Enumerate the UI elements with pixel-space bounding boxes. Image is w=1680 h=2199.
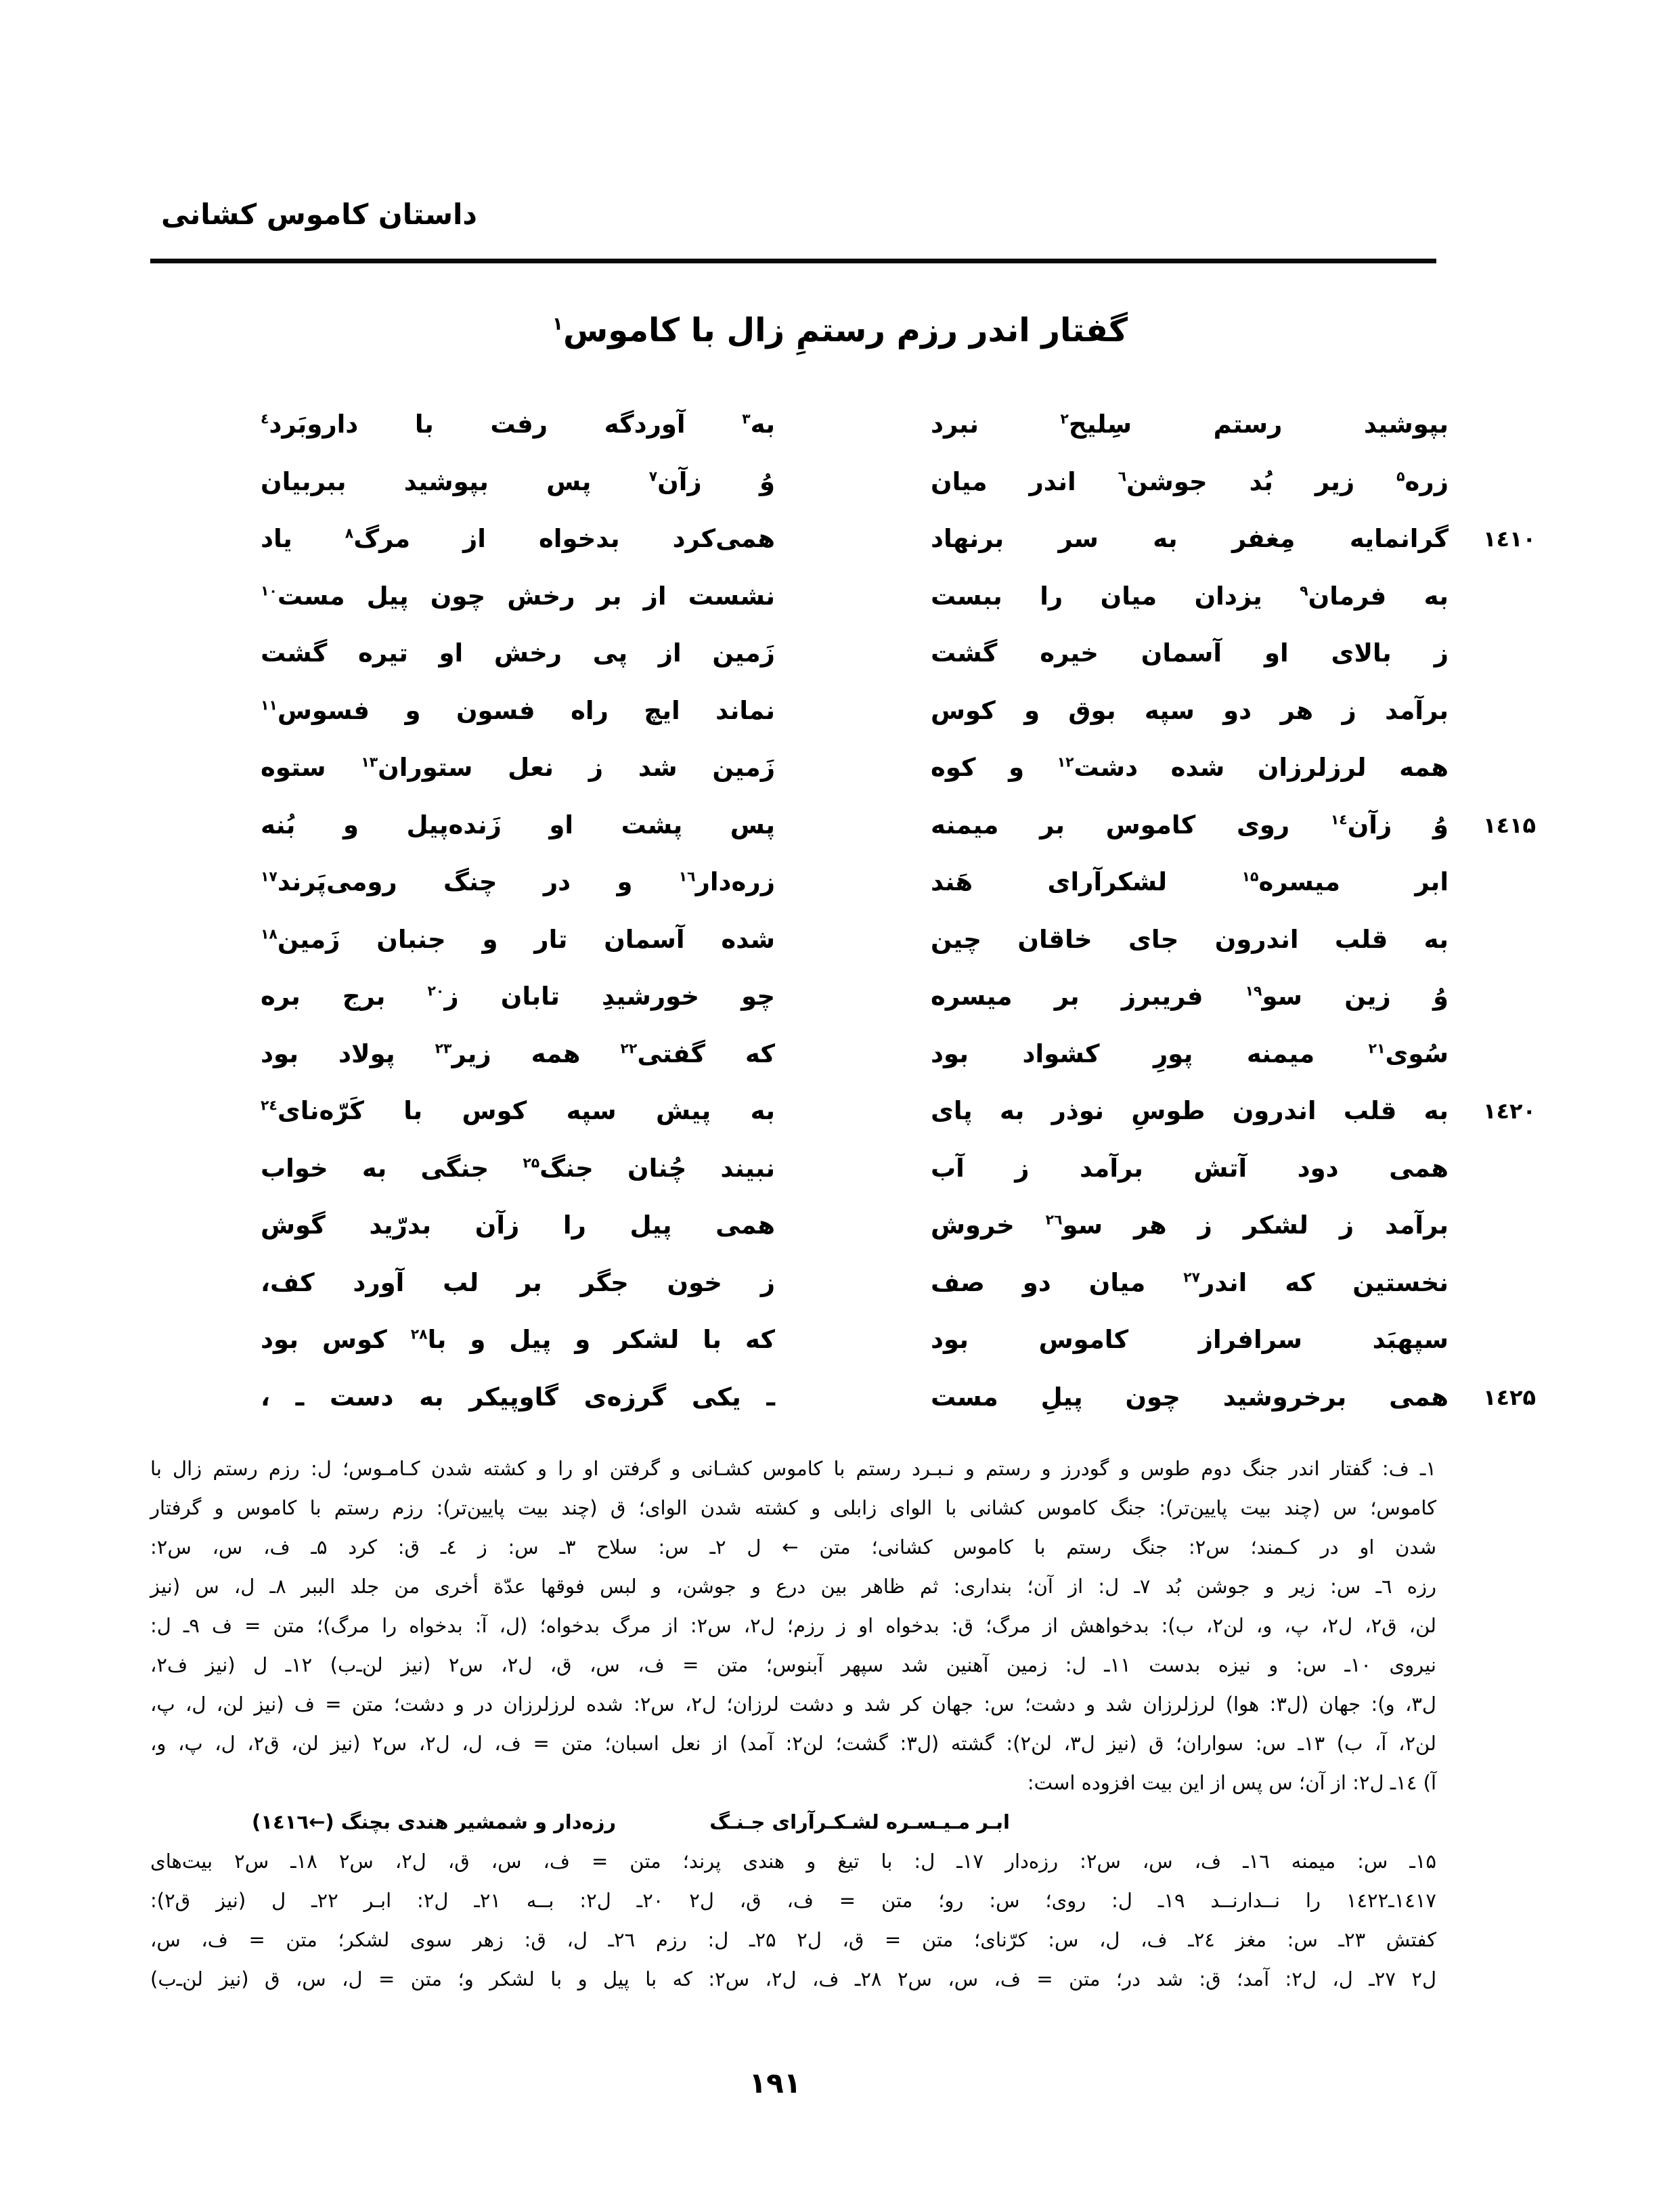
- verse-number: [1469, 1311, 1550, 1369]
- verse-row: [261, 1083, 1537, 1140]
- hemistich-right: سپهبَد سرافراز کاموس بود: [931, 1325, 1449, 1354]
- page-number: ۱۹۱: [749, 2066, 801, 2099]
- hemistich-right: بپوشید رستم سِلیح$^۲$ نبرد: [931, 410, 1449, 439]
- hemistich-left: ز خون جگر بر لب آورد کف،: [261, 1267, 775, 1297]
- verse-row: [261, 396, 1449, 454]
- verse-row: [261, 854, 1449, 911]
- hemistich-right: همی برخروشید چون پیلِ مست: [931, 1382, 1449, 1412]
- hemistich-left: که گفتی$^{۲۲}$ همه زیر$^{۲۳}$ پولاد بود: [261, 1039, 775, 1068]
- verse-number: [1469, 911, 1550, 969]
- footnote-line: ۱٤۱۷ـ۱٤۲۲ را نــدارنــد ۱۹ـ ل: روی؛ س: رو؛ متن = ف، ق، ل۲ ۲۰ـ ل۲: بــه ۲۱ـ ل۲: ابـر ۲۲ـ ل (نیز ق۲):: [150, 1889, 1436, 1912]
- hemistich-left: زَمین شد ز نعل ستوران$^{۱۳}$ ستوه: [261, 753, 775, 782]
- hemistich-left: نشست از بر رخش چون پیل مست$^{۱۰}$: [261, 581, 775, 611]
- verse-row: [261, 739, 1449, 797]
- verse-row: [261, 568, 1449, 626]
- hemistich-left: همی پیل را زآن بدرّید گوش: [261, 1211, 775, 1240]
- verse-row: [261, 968, 1449, 1026]
- hemistich-right: ز بالای او آسمان خیره گشت: [931, 638, 1449, 668]
- hemistich-right: برآمد ز هر دو سپه بوق و کوس: [931, 695, 1449, 725]
- footnote-line: ۱ـ ف: گفتار اندر جنگ دوم طوس و گودرز و رستم و نـبـرد رستم با کاموس کشـانی و گرفتن او را و کشته شدن کـامـوس؛ ل: رزم رستم زال با: [150, 1457, 1436, 1480]
- footnote-line: کاموس؛ س (چند بیت پایین‌تر): جنگ کاموس کشانی با الوای زابلی و کشته شدن الوای؛ ق (چند بیت پایین‌تر): رزم رستم با کاموس و گرفتار: [150, 1496, 1436, 1519]
- verse-row: [261, 797, 1537, 854]
- hemistich-left: نماند ایچ راه فسون و فسوس$^{۱۱}$: [261, 695, 775, 725]
- verse-number: [1469, 968, 1550, 1026]
- hemistich-left: چو خورشیدِ تابان ز$^{۲۰}$ برج بره: [261, 982, 775, 1011]
- verse-row: [261, 1140, 1449, 1198]
- verse-row: [261, 911, 1449, 969]
- footnote-line: ۱۵ـ س: میمنه ۱٦ـ ف، س، س۲: رزه‌دار ۱۷ـ ل: با تیغ و هندی پرند؛ متن = ف، س، ق، ل۲، س۲ ۱۸ـ س۲ بیت‌های: [150, 1850, 1436, 1873]
- verse-number: ۱٤۱۵: [1482, 812, 1537, 838]
- footnotes-block: [150, 1449, 1436, 1999]
- hemistich-left: نبیند چُنان جنگ$^{۲۵}$ جنگی به خواب: [261, 1153, 775, 1183]
- footnote-line: آ) ۱٤ـ ل۲: از آن؛ س پس از این بیت افزوده است:: [1027, 1771, 1436, 1794]
- verse-number: [1469, 1140, 1550, 1198]
- verse-number: ۱٤۲۵: [1482, 1384, 1537, 1410]
- hemistich-left: پس پشت او زَنده‌پیل و بُنه: [261, 810, 775, 840]
- verse-number: [1469, 854, 1550, 911]
- verse-number: [1469, 682, 1550, 740]
- hemistich-right: گرانمایه مِغفر به سر برنهاد: [931, 524, 1449, 553]
- hemistich-right: به فرمان$^۹$ یزدان میان را ببست: [931, 581, 1449, 611]
- header-rule: [150, 259, 1436, 263]
- footnote-line: کفتش ۲۳ـ س: مغز ۲٤ـ ف، ل، س: کرّنای؛ متن = ق، ل۲ ۲۵ـ ل: رزم ۲٦ـ ل، ق: زهر سوی لشکر؛ متن = ف، س،: [150, 1928, 1436, 1951]
- verse-number: [1469, 739, 1550, 797]
- hemistich-left: ـ یکی گرزه‌ی گاوپیکر به دست ـ ،: [261, 1382, 775, 1412]
- verse-row: [261, 1255, 1449, 1312]
- hemistich-right: نخستین که اندر$^{۲۷}$ میان دو صف: [931, 1267, 1449, 1297]
- verse-row: [261, 625, 1449, 682]
- verse-number: [1469, 625, 1550, 682]
- hemistich-right: همی دود آتش برآمد ز آب: [931, 1153, 1449, 1183]
- verse-row: [261, 510, 1537, 568]
- footnote-line: شدن او در کـمند؛ س۲: جنگ رستم با کاموس کشانی؛ متن ← ل ۲ـ س: سلاح ۳ـ س: ز ٤ـ ق: کرد ۵ـ ف، س، س۲:: [150, 1536, 1437, 1559]
- hemistich-left: که با لشکر و پیل و با$^{۲۸}$ کوس بود: [261, 1325, 775, 1354]
- verse-row: [261, 1026, 1449, 1083]
- hemistich-left: همی‌کرد بدخواه از مرگ$^۸$ یاد: [261, 524, 775, 553]
- footnote-line: لن۲، آ، ب) ۱۳ـ س: سواران؛ ق (نیز ل۳، لن۲): گشته (ل۳: گشت؛ لن۲: آمد) از نعل اسبان؛ متن = ف، ل، ل۲، س۲ (نیز لن، ق۲، ل، پ، و،: [150, 1732, 1436, 1755]
- hemistich-left: به$^۳$ آوردگه رفت با داروبَرد$^٤$: [261, 410, 775, 439]
- footnote-line: لن، ق۲، ل۲، پ، و، لن۲، ب): بدخواهش از مرگ؛ ق: بدخواه او ز رزم؛ ل۲، س۲: از مرگ بدخواه؛ (ل، آ: بدخواه را مرگ)؛ متن = ف ۹ـ ل:: [150, 1614, 1437, 1637]
- hemistich-right: زره$^۵$ زیر بُد جوشن$^٦$ اندر میان: [931, 466, 1449, 496]
- verse-row: [261, 1197, 1449, 1255]
- footnote-line: ل۲ ۲۷ـ ل، ل۲: آمد؛ ق: شد در؛ متن = ف، س، س۲ ۲۸ـ ف، ل۲، س۲: که با پیل و با لشکر و؛ متن = ل، س، ق (نیز لن‌ـ‌ب): [150, 1967, 1437, 1990]
- poem: [261, 396, 1537, 1426]
- verse-number: [1469, 568, 1550, 626]
- footnote-verse-hemistich-left: رزه‌دار و شمشیر هندی بچنگ (←۱٤۱٦): [252, 1810, 617, 1833]
- verse-number: [1469, 1026, 1550, 1083]
- verse-row: [261, 682, 1449, 740]
- hemistich-right: همه لرزلرزان شده دشت$^{۱۲}$ و کوه: [931, 753, 1449, 782]
- verse-row: [261, 1369, 1537, 1427]
- hemistich-right: ابر میسره$^{۱۵}$ لشکرآرای هَند: [931, 867, 1449, 896]
- verse-number: ۱٤۱۰: [1482, 526, 1537, 552]
- hemistich-left: زَمین از پی رخش او تیره گشت: [261, 638, 775, 668]
- hemistich-right: سُوی$^{۲۱}$ میمنه پورِ کشواد بود: [931, 1039, 1449, 1068]
- footnote-verse-hemistich-right: ابـر مـیـسـره لشـکـرآرای جـنـگ: [709, 1810, 1010, 1833]
- footnote-inserted-verse: [252, 1802, 1010, 1842]
- verse-number: [1469, 1255, 1550, 1312]
- verse-number: [1469, 454, 1550, 511]
- hemistich-left: شده آسمان تار و جنبان زَمین$^{۱۸}$: [261, 924, 775, 954]
- hemistich-left: به پیش سپه کوس با کَرّه‌نای$^{۲٤}$: [261, 1096, 775, 1125]
- verse-number: [1469, 396, 1550, 454]
- hemistich-right: وُ زین سو$^{۱۹}$ فریبرز بر میسره: [931, 982, 1449, 1011]
- hemistich-right: به قلب اندرون جای خاقان چین: [931, 924, 1449, 954]
- hemistich-right: به قلب اندرون طوسِ نوذر به پای: [931, 1096, 1449, 1125]
- verse-number: [1469, 1197, 1550, 1255]
- footnote-line: نیروی ۱۰ـ س: و نیزه بدست ۱۱ـ ل: زمین آهنین شد سپهر آبنوس؛ متن = ف، س، ق، ل۲، س۲ (نیز لن‌ـ‌ب) ۱۲ـ ل (نیز ف۲،: [150, 1653, 1436, 1676]
- running-header: داستان کاموس کشانی: [161, 198, 477, 231]
- hemistich-right: برآمد ز لشکر ز هر سو$^{۲٦}$ خروش: [931, 1211, 1449, 1240]
- verse-row: [261, 454, 1449, 511]
- hemistich-left: وُ زآن$^۷$ پس بپوشید ببربیان: [261, 466, 775, 496]
- footnote-line: رزه ٦ـ س: زیر و جوشن بُد ۷ـ ل: از آن؛ بنداری: ثم ظاهر بین درع و جوشن، و لبس فوقها عدّة أخری من جلد الببر ۸ـ ل، س (نیز: [150, 1575, 1436, 1598]
- section-title: گفتار اندر رزم رستمِ زال با کاموس$^۱$: [552, 311, 1128, 349]
- hemistich-right: وُ زآن$^{۱٤}$ روی کاموس بر میمنه: [931, 810, 1449, 840]
- footnote-line: ل۳، و): جهان (ل۳: هوا) لرزلرزان شد و دشت؛ س: جهان کر شد و دشت لرزان؛ ل۲، س۲: شده لرزلرزان در و دشت؛ متن = ف (نیز لن، ل، پ،: [150, 1693, 1436, 1716]
- verse-number: ۱٤۲۰: [1482, 1098, 1537, 1124]
- hemistich-left: زره‌دار$^{۱٦}$ و در چنگ رومی‌پَرند$^{۱۷}$: [261, 867, 775, 896]
- verse-row: [261, 1311, 1449, 1369]
